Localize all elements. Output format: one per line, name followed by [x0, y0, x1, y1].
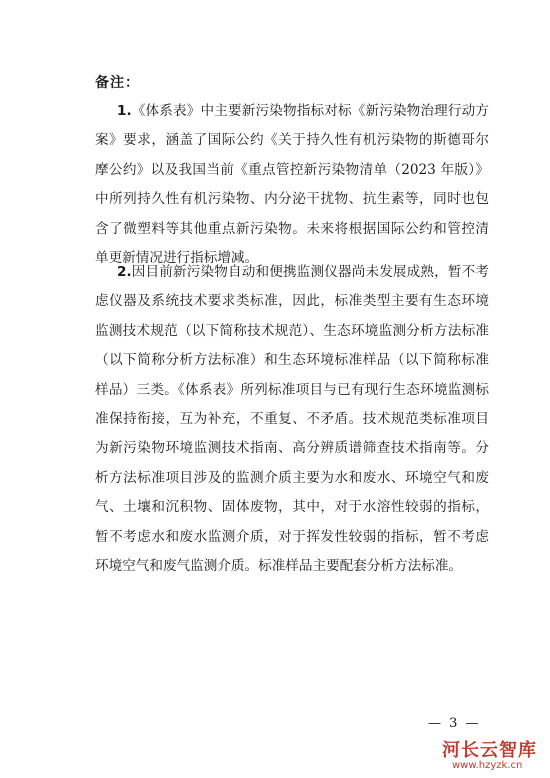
page-number: — 3 —	[428, 716, 481, 731]
note-number-1: 1.	[117, 103, 132, 119]
watermark-logo-text: 河长云智库	[442, 740, 537, 761]
note-paragraph-1	[95, 97, 489, 273]
note-paragraph-2	[95, 258, 489, 581]
note-text-2: 因目前新污染物自动和便携监测仪器尚未发展成熟，暂不考虑仪器及系统技术要求类标准，因此，标准类型主要有生态环境监测技术规范（以下简称技术规范）、生态环境监测分析方法标准（以下简称分析方法标准）和生态环境标准样品（以下简称标准样品）三类。《体系表》所列标准项目与已有现行生态环境监测标准保持衔接，互为补充，不重复、不矛盾。技术规范类标准项目为新污染物环境监测技术指南、高分辨质谱筛查技术指南等。分析方法标准项目涉及的监测介质主要为水和废水、环境空气和废气、土壤和沉积物、固体废物，其中，对于水溶性较弱的指标，暂不考虑水和废水监测介质，对于挥发性较弱的指标，暂不考虑环境空气和废气监测介质。标准样品主要配套分析方法标准。	[95, 264, 489, 575]
notes-heading: 备注：	[95, 75, 140, 91]
watermark-url: www.hzyzk.cn	[452, 760, 523, 771]
note-number-2: 2.	[117, 264, 132, 280]
note-text-1: 《体系表》中主要新污染物指标对标《新污染物治理行动方案》要求，涵盖了国际公约《关于持久性有机污染物的斯德哥尔摩公约》以及我国当前《重点管控新污染物清单（2023 年版）》中所列持久性有机污染物、内分泌干扰物、抗生素等，同时也包含了微塑料等其他重点新污染物。未来将根据国际公约和管控清单更新情况进行指标增减。	[95, 103, 489, 267]
